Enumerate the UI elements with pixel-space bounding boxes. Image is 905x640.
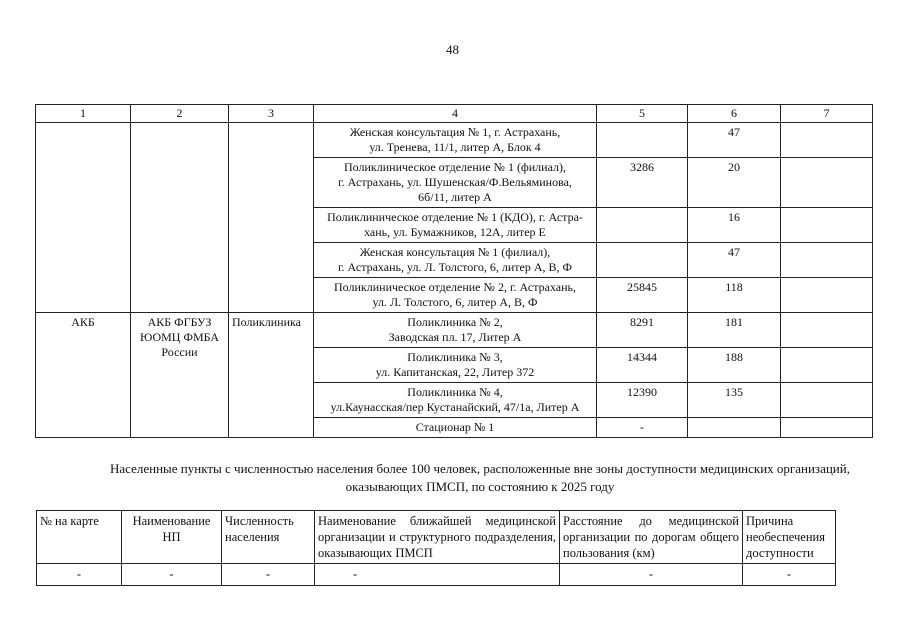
- column-number: 6: [688, 105, 781, 123]
- table-cell: [597, 243, 688, 278]
- header-population: Численность населения: [222, 511, 315, 564]
- table-cell: 181: [688, 313, 781, 348]
- table-cell: 47: [688, 243, 781, 278]
- page-number: 48: [446, 42, 459, 57]
- table-cell: 20: [688, 158, 781, 208]
- facilities-table: [35, 104, 873, 438]
- facility-address: Женская консультация № 1 (филиал), г. Астрахань, ул. Л. Толстого, 6, литер А, В, Ф: [314, 243, 597, 278]
- table-cell: [781, 348, 873, 383]
- region-cell: АКБ: [36, 313, 131, 438]
- table-cell: [781, 313, 873, 348]
- facility-address: Поликлиническое отделение № 1 (КДО), г. Астра- хань, ул. Бумажников, 12А, литер Е: [314, 208, 597, 243]
- header-map-number: № на карте: [37, 511, 122, 564]
- table-cell: 118: [688, 278, 781, 313]
- facilities-table-body: [36, 123, 873, 438]
- section-title: Населенные пункты с численностью населения более 100 человек, расположенные вне зоны доступности медицинских организаций, оказывающих ПМСП, по состоянию к 2025 году: [110, 461, 850, 494]
- table-cell: -: [315, 564, 560, 586]
- facility-address: Поликлиническое отделение № 2, г. Астрахань, ул. Л. Толстого, 6, литер А, В, Ф: [314, 278, 597, 313]
- table-cell: 188: [688, 348, 781, 383]
- table-cell: 25845: [597, 278, 688, 313]
- settlements-data-row: [37, 564, 836, 586]
- table-cell: [781, 243, 873, 278]
- table-cell: 135: [688, 383, 781, 418]
- table-cell: [131, 123, 229, 313]
- table-cell: 14344: [597, 348, 688, 383]
- table-cell: -: [597, 418, 688, 438]
- facility-type-cell: Поликлиника: [229, 313, 314, 438]
- table-cell: [781, 278, 873, 313]
- table-row: [36, 123, 873, 158]
- table-cell: [781, 208, 873, 243]
- table-cell: 47: [688, 123, 781, 158]
- header-distance: Расстояние до медицинской организации по дорогам общего пользования (км): [560, 511, 743, 564]
- table-cell: [229, 123, 314, 313]
- column-number: 5: [597, 105, 688, 123]
- column-number: 4: [314, 105, 597, 123]
- table-cell: [36, 123, 131, 313]
- table-cell: [781, 383, 873, 418]
- table-cell: [597, 208, 688, 243]
- table-cell: -: [743, 564, 836, 586]
- table-cell: [597, 123, 688, 158]
- table-row: [36, 313, 873, 348]
- table-cell: [688, 418, 781, 438]
- facility-address: Поликлиника № 3, ул. Капитанская, 22, Литер 372: [314, 348, 597, 383]
- organization-cell: АКБ ФГБУЗ ЮОМЦ ФМБА России: [131, 313, 229, 438]
- settlements-header-row: [37, 511, 836, 564]
- column-number: 7: [781, 105, 873, 123]
- column-number: 3: [229, 105, 314, 123]
- table-cell: -: [222, 564, 315, 586]
- column-number: 2: [131, 105, 229, 123]
- table-cell: [781, 158, 873, 208]
- table-cell: 3286: [597, 158, 688, 208]
- settlements-table: [36, 510, 836, 586]
- table-cell: [781, 418, 873, 438]
- column-number: 1: [36, 105, 131, 123]
- facility-address: Поликлиника № 4, ул.Каунасская/пер Кустанайский, 47/1а, Литер А: [314, 383, 597, 418]
- table-cell: -: [560, 564, 743, 586]
- facility-address: Поликлиническое отделение № 1 (филиал), г. Астрахань, ул. Шушенская/Ф.Вельяминова, 6б/11, литер А: [314, 158, 597, 208]
- facility-address: Поликлиника № 2, Заводская пл. 17, Литер А: [314, 313, 597, 348]
- table-cell: 16: [688, 208, 781, 243]
- facility-address: Женская консультация № 1, г. Астрахань, ул. Тренева, 11/1, литер А, Блок 4: [314, 123, 597, 158]
- header-reason: Причина необеспечения доступности: [743, 511, 836, 564]
- column-number-row: [36, 105, 873, 123]
- table-cell: [781, 123, 873, 158]
- header-nearest-organization: Наименование ближайшей медицинской организации и структурного подразделения, оказывающих ПМСП: [315, 511, 560, 564]
- header-settlement-name: Наименование НП: [122, 511, 222, 564]
- table-cell: 8291: [597, 313, 688, 348]
- table-cell: -: [122, 564, 222, 586]
- table-cell: 12390: [597, 383, 688, 418]
- facility-address: Стационар № 1: [314, 418, 597, 438]
- table-cell: -: [37, 564, 122, 586]
